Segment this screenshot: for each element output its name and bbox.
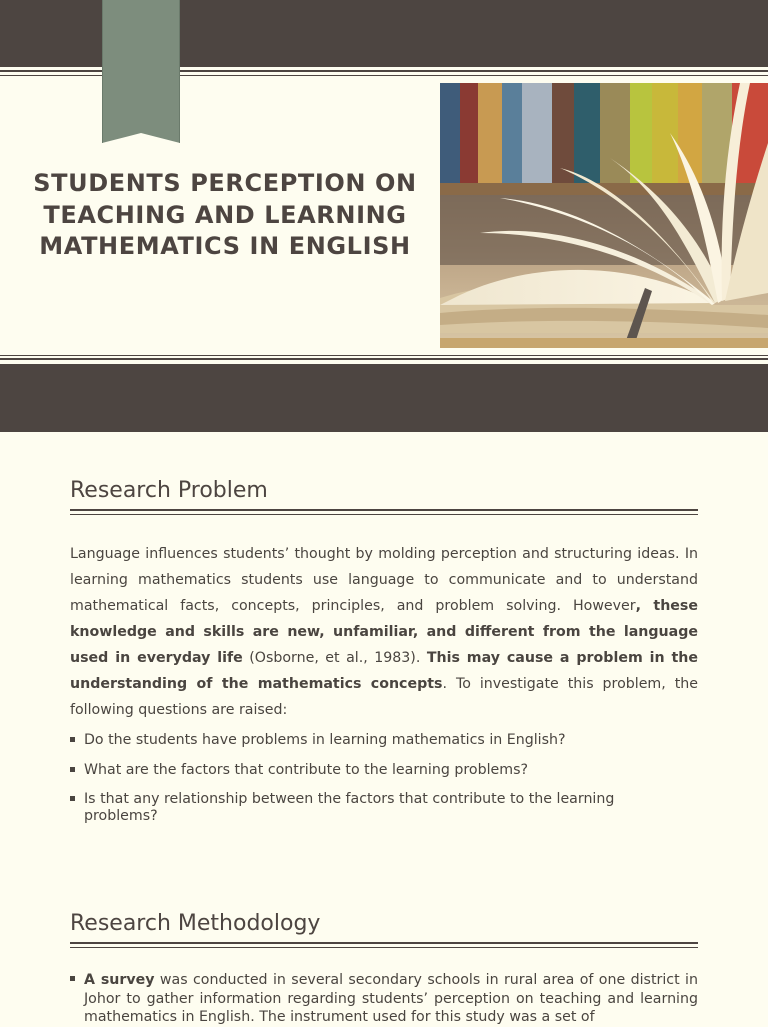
open-book-photo bbox=[440, 83, 768, 348]
header-rule-bottom-2 bbox=[0, 358, 768, 360]
research-methodology-heading: Research Methodology bbox=[70, 911, 321, 936]
header-bottom-band bbox=[0, 364, 768, 432]
document-title: STUDENTS PERCEPTION ON TEACHING AND LEARNING MATHEMATICS IN ENGLISH bbox=[33, 169, 417, 260]
research-problem-rule bbox=[70, 509, 698, 515]
methodology-item bbox=[70, 971, 698, 1027]
bullet-square-icon bbox=[70, 767, 75, 772]
question-item: What are the factors that contribute to the learning problems? bbox=[70, 762, 698, 779]
question-item: Is that any relationship between the factors that contribute to the learning problems? bbox=[70, 791, 630, 824]
survey-bold: A survey bbox=[84, 972, 155, 988]
bullet-square-icon bbox=[70, 796, 75, 801]
survey-text: was conducted in several secondary schools in rural area of one district in Johor to gather information regarding students’ perception on teaching and learning mathematics in English. The instrument used for this study was a set of bbox=[84, 972, 698, 1025]
bullet-square-icon bbox=[70, 737, 75, 742]
research-problem-paragraph bbox=[70, 541, 698, 723]
ribbon-decoration bbox=[102, 0, 180, 143]
paragraph-text-1: Language influences students’ thought by molding perception and structuring ideas. In learning mathematics students use language to communicate and to understand mathematical facts, concepts, principles, and problem solving. However bbox=[70, 546, 698, 614]
header-rule-bottom-1 bbox=[0, 355, 768, 356]
paragraph-bold-2: This may cause a problem in the understanding of the mathematics concepts bbox=[70, 650, 698, 692]
paragraph-citation: (Osborne, et al., 1983). bbox=[242, 650, 427, 666]
research-problem-heading: Research Problem bbox=[70, 478, 268, 503]
research-methodology-rule bbox=[70, 942, 698, 948]
question-item: Do the students have problems in learning mathematics in English? bbox=[70, 732, 698, 749]
paragraph-bold-1: , these knowledge and skills are new, unfamiliar, and different from the language used in everyday life bbox=[70, 598, 698, 666]
paragraph-text-end: . To investigate this problem, the following questions are raised: bbox=[70, 676, 698, 718]
bullet-square-icon bbox=[70, 976, 75, 981]
